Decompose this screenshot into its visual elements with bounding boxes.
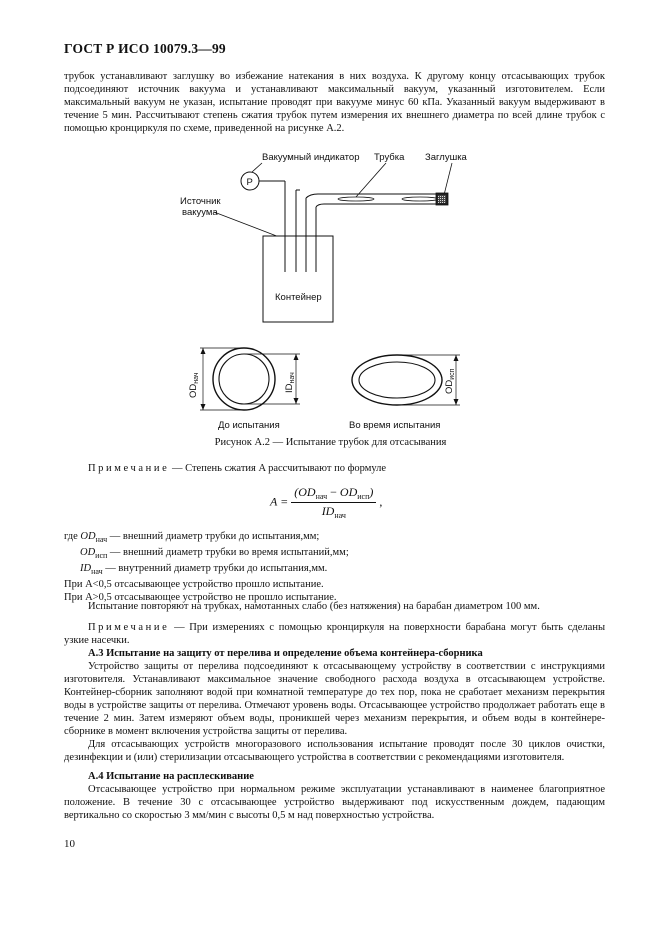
section-a4-p1: Отсасывающее устройство при нормальном режиме эксплуатации устанавливают в наименее благоприятное положение. В течение 30 с отсасывающее устройство выдерживают под искусственным дождем, падающим вертикально со скоростью 3 мм/мин с высоты 0,5 м над поверхностью устройства. (64, 784, 605, 821)
page-number: 10 (64, 838, 75, 850)
plug-label: Заглушка (425, 152, 467, 163)
svg-text:IDнач (284, 372, 296, 393)
source-label-line1: Источник (180, 196, 221, 207)
note-2 (64, 621, 605, 647)
od-during-sub: исп (449, 368, 456, 380)
section-a3-title: А.3 Испытание на защиту от перелива и определение объема контейнера-сборника (88, 648, 483, 659)
note-2-text: — При измерениях с помощью кронциркуля на поверхности барабана могут быть сделаны узкие насечки. (64, 622, 605, 646)
where-item: $ID_{нач}$ — внутренний диаметр трубки до испытания,мм. (80, 563, 328, 576)
gauge-letter: P (246, 177, 253, 188)
id-before-sub: нач (289, 372, 296, 384)
vacuum-gauge (241, 172, 285, 190)
cross-section-before (188, 348, 300, 431)
svg-text:ODисп (444, 368, 456, 394)
where-item: где $OD_{нач}$ — внешний диаметр трубки до испытания,мм; (64, 531, 320, 544)
section-a3-p2: Для отсасывающих устройств многоразового использования испытание проводят после 30 циклов очистки, дезинфекции и (или) стерилизации отсасывающего устройства в соответствии с рекомендациями изготовителя. (64, 739, 605, 763)
container-label: Контейнер (275, 292, 322, 303)
section-a3-p1: Устройство защиты от перелива подсоединяют к отсасывающему устройству в соответствии с инструкциями изготовителя. Устанавливают максимальное значение свободного расхода воздуха в отсасывающем устройстве. Контейнер-сборник заполняют водой при комнатной температуре до тех пор, пока не сработает механизм перекрытия воды в устройстве защиты от перелива. Отмечают уровень воды. Отсасывающее устройство продолжает работать еще в течение 2 мин. Затем измеряют объем воды, проникшей через механизм перекрытия, и объем воды в контейнере-сборнике в момент включения устройства защиты от перелива. (64, 661, 605, 737)
od-before-sub: нач (193, 372, 200, 384)
intro-paragraph: трубок устанавливают заглушку во избежание натекания в них воздуха. К другому концу отсасывающих трубок подсоединяют источник вакуума и устанавливают максимальный вакуум, указанный изготовителем. Если максимальный вакуум не указан, испытание проводят при вакууме минус 60 кПа. Указанный вакуум выдерживают в течение 5 мин. Рассчитывают степень сжатия трубок путем измерения их внешнего диаметра по всей длине трубок с помощью кронциркуля по схеме, приведенной на рисунке А.2. (64, 71, 605, 134)
before-test-label: До испытания (218, 420, 280, 431)
tube (306, 194, 442, 207)
svg-text:ODнач (188, 372, 200, 398)
figure-caption: Рисунок А.2 — Испытание трубок для отсасывания (214, 437, 447, 448)
repeat-paragraph: Испытание повторяют на трубках, намотанных слабо (без натяжения) на барабан диаметром 100 мм. (88, 601, 540, 612)
section-a4-title: А.4 Испытание на расплескивание (88, 771, 254, 782)
tube-label: Трубка (374, 152, 405, 163)
document-header: ГОСТ Р ИСО 10079.3—99 (64, 41, 226, 56)
condition-fail: При A>0,5 отсасывающее устройство не прошло испытание. (64, 592, 337, 603)
source-label-line2: вакуума (182, 207, 218, 218)
id-before-label: ID (284, 383, 295, 393)
vacuum-indicator-label: Вакуумный индикатор (262, 152, 360, 163)
od-before-label: OD (188, 383, 199, 398)
section-a4 (64, 770, 605, 822)
during-test-label: Во время испытания (349, 420, 441, 431)
note-1-label: Примечание (88, 463, 170, 474)
section-a3 (64, 647, 605, 764)
note-1-text: — Степень сжатия A рассчитывают по формуле (169, 463, 387, 474)
formula: A = $\frac{(OD_{нач} - OD_{исп})}{ID_{нач}}$ , (270, 485, 383, 520)
cross-section-during (349, 355, 460, 431)
where-list (64, 530, 605, 604)
where-item: $OD_{исп}$ — внешний диаметр трубки во время испытаний,мм; (80, 547, 349, 560)
container (263, 236, 333, 322)
note-2-label: Примечание (88, 622, 170, 633)
condition-pass: При A<0,5 отсасывающее устройство прошло испытание. (64, 579, 324, 590)
note-1 (64, 462, 605, 475)
figure-diagram (0, 0, 661, 440)
od-during-label: OD (444, 379, 455, 394)
